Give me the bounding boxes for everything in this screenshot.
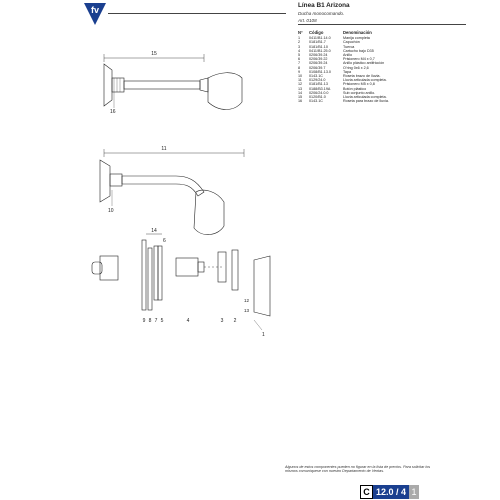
part-label-16: 16 xyxy=(110,109,116,115)
part-description: Lluvia articulada completa. xyxy=(343,78,387,83)
part-number: 16 xyxy=(298,99,303,104)
part-description: Roseta para brazo de lluvia. xyxy=(343,99,389,104)
bottom-part-label: 4 xyxy=(186,318,190,324)
part-code: 0206/24.0.0 xyxy=(309,90,329,95)
page-sheet: 1 xyxy=(409,485,419,499)
part-code: 0411/B1.25.0 xyxy=(309,48,331,53)
ring-5 xyxy=(158,246,162,300)
cap-2 xyxy=(232,250,238,290)
part-code: 0188/B3.19A xyxy=(309,86,331,91)
part-description: Tapa xyxy=(343,69,351,74)
part-description: Cartucho bajo D35 xyxy=(343,48,374,53)
shower-arm-straight xyxy=(104,51,242,115)
part-number: 14 xyxy=(298,90,303,95)
part-description: Anillo xyxy=(343,53,353,58)
col-number-header: N° xyxy=(298,30,303,35)
fv-logo xyxy=(84,3,106,25)
product-header xyxy=(298,2,468,25)
part-number: 7 xyxy=(298,61,301,66)
oring-8 xyxy=(148,248,152,310)
bottom-labels xyxy=(143,318,237,324)
page-letter: C xyxy=(360,485,373,499)
bottom-part-label: 7 xyxy=(154,318,158,324)
part-number: 10 xyxy=(298,74,303,79)
bottom-part-label: 2 xyxy=(233,318,237,324)
col-code-header: Código xyxy=(309,30,324,35)
curved-arm xyxy=(122,176,204,196)
exploded-drawing xyxy=(84,30,284,350)
table-row xyxy=(298,99,468,103)
bottom-part-label: 5 xyxy=(160,318,164,324)
part-code: 0143.1C xyxy=(309,74,323,79)
part-code: 0129/24.0 xyxy=(309,78,326,83)
part-label-6: 6 xyxy=(163,238,166,244)
part-number: 15 xyxy=(298,95,303,100)
footnote: Algunos de estos componentes pueden no figurar en la lista de precios. Para solicitar los mismos comuníquese con nuestro Departamento de Ventas. xyxy=(285,465,431,474)
part-description: O'ring 0x6 x 2,6 xyxy=(343,65,369,70)
rosette-10 xyxy=(100,160,110,202)
dim-label-11: 11 xyxy=(161,146,167,152)
col-desc-header: Denominación xyxy=(343,30,372,35)
part-code: 0181/B1.7 xyxy=(309,40,326,45)
part-number: 2 xyxy=(298,40,301,45)
part-code: 0181/B1.13 xyxy=(309,82,328,87)
arm-thread xyxy=(112,78,124,92)
parts-table-body xyxy=(298,36,468,103)
part-code: 0206/39.22 xyxy=(309,57,328,62)
part-description: Tuerca xyxy=(343,44,355,49)
part-description: Sub conjunto anillo. xyxy=(343,90,376,95)
cover-plate-9 xyxy=(142,240,146,310)
rosette-16 xyxy=(104,64,112,106)
part-number: 8 xyxy=(298,65,301,70)
part-label-1: 1 xyxy=(262,332,265,338)
article-code: Art. 0108 xyxy=(298,18,466,25)
part-description: Lluvia articulada completa. xyxy=(343,95,387,100)
bottom-part-label: 3 xyxy=(220,318,224,324)
header-rule xyxy=(108,13,286,14)
part-number: 5 xyxy=(298,53,301,58)
cartridge-4 xyxy=(176,258,198,276)
part-label-12: 12 xyxy=(244,298,250,303)
part-code: 0206/39.7 xyxy=(309,65,326,70)
part-description: Roseta brazo de lluvia. xyxy=(343,74,381,79)
straight-arm xyxy=(124,81,200,89)
part-description: Capuchón xyxy=(343,40,360,45)
part-description: Botón plástico xyxy=(343,86,367,91)
handle-1 xyxy=(254,256,270,316)
shower-head-mid xyxy=(194,190,224,234)
part-code: 0206/39.24 xyxy=(309,61,328,66)
parts-table xyxy=(298,31,468,103)
ring-7 xyxy=(154,246,158,300)
part-number: 13 xyxy=(298,86,303,91)
product-subtitle: Ducha monocomando. xyxy=(298,11,345,16)
part-description: Manija completa xyxy=(343,36,370,41)
part-description: Prisionero M4 x 0,7 xyxy=(343,57,375,62)
cartridge-stem xyxy=(198,262,204,272)
page-identifier xyxy=(360,485,419,499)
page-number: 12.0 / 4 xyxy=(373,485,409,499)
part-label-10: 10 xyxy=(108,208,114,214)
mixer-exploded xyxy=(92,228,270,338)
mixer-body xyxy=(100,256,118,280)
part-number: 1 xyxy=(298,36,301,41)
part-description: Prisionero M5 x 0,8 xyxy=(343,82,375,87)
part-code: 0206/39.24 xyxy=(309,53,328,58)
part-number: 4 xyxy=(298,48,301,53)
logo-text: fv xyxy=(90,5,100,15)
bottom-part-label: 9 xyxy=(142,318,146,324)
part-label-13: 13 xyxy=(244,308,250,313)
part-number: 6 xyxy=(298,57,301,62)
part-number: 12 xyxy=(298,82,303,87)
dim-label-15: 15 xyxy=(151,51,157,57)
part-code: 0120/B1.0 xyxy=(309,95,326,100)
part-code: 0411/B1.14.0 xyxy=(309,36,331,41)
mixer-outlet xyxy=(92,262,102,274)
part-number: 11 xyxy=(298,78,302,83)
part-code: 0181/B1.10 xyxy=(309,44,328,49)
part-code: 0108/B1.13.0 xyxy=(309,69,331,74)
part-code: 0143.1C xyxy=(309,99,323,104)
arm-joint xyxy=(200,78,208,92)
curved-arm-thread xyxy=(110,174,122,186)
bottom-part-label: 8 xyxy=(148,318,152,324)
part-description: Anillo plástico antifricción xyxy=(343,61,385,66)
shower-head-top xyxy=(208,73,242,110)
series-title: Línea B1 Arizona xyxy=(298,2,350,9)
part-label-14: 14 xyxy=(151,228,157,234)
shower-arm-curved xyxy=(100,146,244,235)
part-number: 9 xyxy=(298,69,301,74)
part-number: 3 xyxy=(298,44,301,49)
